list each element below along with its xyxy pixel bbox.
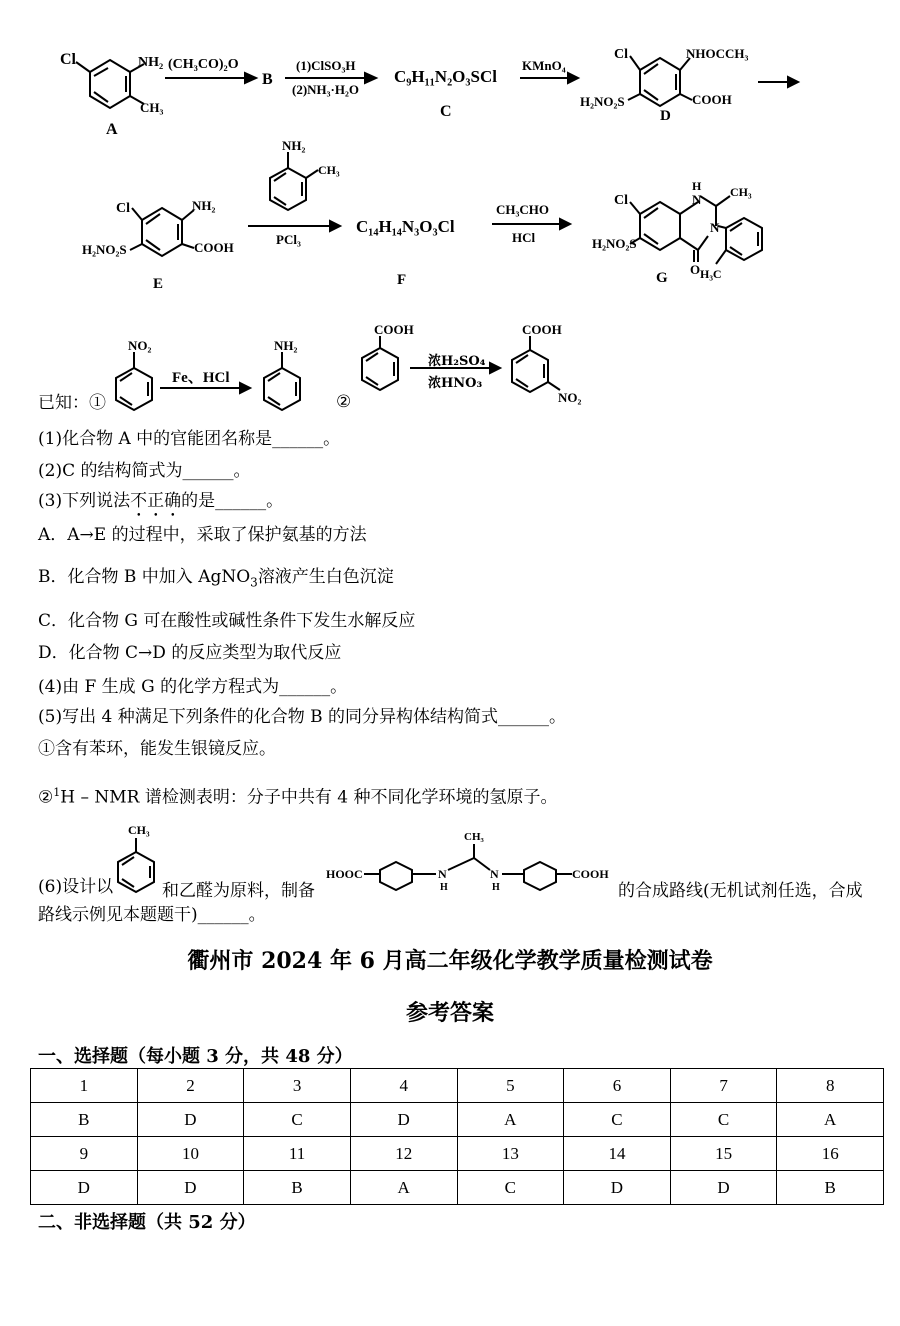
table-cell: A <box>350 1171 457 1205</box>
table-cell: 3 <box>244 1069 351 1103</box>
table-cell: 13 <box>457 1137 564 1171</box>
known2-cooh-product: COOH <box>522 322 562 337</box>
q6-mid: 和乙醛为原料，制备 <box>162 881 315 901</box>
section-1-heading: 一、选择题（每小题 3 分，共 48 分） <box>38 1046 353 1067</box>
table-cell: 10 <box>137 1137 244 1171</box>
reagent-f-g-1: CH₃CHO <box>496 202 550 217</box>
formula-f: C₁₄H₁₄N₃O₃Cl <box>356 217 455 236</box>
label-g: G <box>656 270 668 286</box>
table-cell: B <box>244 1171 351 1205</box>
option-b <box>38 566 394 593</box>
d-cl: Cl <box>614 47 628 62</box>
table-cell: 6 <box>564 1069 671 1103</box>
target-hooc: HOOC <box>326 867 363 881</box>
target-h2: H <box>492 882 500 893</box>
target-h1: H <box>440 882 448 893</box>
table-cell: 9 <box>31 1137 138 1171</box>
table-cell: 7 <box>670 1069 777 1103</box>
label-f: F <box>397 272 407 288</box>
formula-c: C₉H₁₁N₂O₃SCl <box>394 67 497 86</box>
option-d: D．化合物 C→D 的反应类型为取代反应 <box>38 643 342 663</box>
table-cell: D <box>137 1171 244 1205</box>
c2-sup: 1 <box>53 786 61 799</box>
known-num-2: ② <box>336 392 352 412</box>
option-a: A．A→E 的过程中，采取了保护氨基的方法 <box>38 525 367 545</box>
table-row <box>31 1103 884 1137</box>
table-cell: 15 <box>670 1137 777 1171</box>
question-4: (4)由 F 生成 G 的化学方程式为______。 <box>38 677 348 697</box>
q6-line2: 路线示例见本题题干)______。 <box>38 905 266 925</box>
answer-title: 衢州市 2024 年 6 月高二年级化学教学质量检测试卷 <box>187 948 713 974</box>
table-cell: 1 <box>31 1069 138 1103</box>
d-nhocch3: NHOCCH₃ <box>686 46 749 61</box>
table-cell: D <box>350 1103 457 1137</box>
question-5: (5)写出 4 种满足下列条件的化合物 B 的同分异构体结构简式______。 <box>38 707 567 727</box>
reagent-e-f: PCl₃ <box>276 232 301 247</box>
a-nh2: NH₂ <box>138 55 164 70</box>
table-cell: D <box>564 1171 671 1205</box>
optB-pre: B．化合物 B 中加入 AgNO <box>38 567 251 587</box>
o-toluidine-structure <box>270 138 340 210</box>
g-h: H <box>692 179 702 193</box>
c2-post: H – NMR 谱检测表明：分子中共有 4 种不同化学环境的氢原子。 <box>60 787 558 808</box>
known2-cooh: COOH <box>374 322 414 337</box>
table-cell: 12 <box>350 1137 457 1171</box>
q3-pre: (3)下列说法 <box>38 491 131 511</box>
g-n: N <box>710 220 720 235</box>
answer-subtitle: 参考答案 <box>405 1000 494 1026</box>
otol-nh2: NH₂ <box>282 138 306 153</box>
table-row <box>31 1137 884 1171</box>
reagent-b-c-2: (2)NH₃·H₂O <box>292 82 360 97</box>
g-cl: Cl <box>614 193 628 208</box>
compound-g-structure <box>592 179 762 286</box>
known-reaction-1 <box>116 338 300 410</box>
e-h2no2s: H₂NO₂S <box>82 242 127 257</box>
condition-2 <box>38 782 558 809</box>
label-e: E <box>153 276 164 292</box>
table-cell: B <box>31 1103 138 1137</box>
q6-post: 的合成路线(无机试剂任选，合成 <box>618 881 863 901</box>
known-no2: NO₂ <box>128 338 152 353</box>
target-cooh: COOH <box>572 867 609 881</box>
reagent-c-d: KMnO₄ <box>522 58 566 73</box>
table-cell: 5 <box>457 1069 564 1103</box>
reagent-a-b: (CH₃CO)₂O <box>168 57 239 72</box>
question-2: (2)C 的结构简式为______。 <box>38 461 251 481</box>
g-h2no2s: H₂NO₂S <box>592 236 637 251</box>
target-ch3: CH₃ <box>464 831 484 843</box>
toluene-ch3: CH₃ <box>128 823 150 837</box>
compound-e-structure <box>82 198 234 292</box>
table-row <box>31 1069 884 1103</box>
d-cooh: COOH <box>692 92 732 107</box>
label-a: A <box>106 121 118 138</box>
reagent-f-g-2: HCl <box>512 230 536 245</box>
target-n1: N <box>438 867 447 881</box>
table-cell: 4 <box>350 1069 457 1103</box>
otol-ch3: CH₃ <box>318 163 340 177</box>
table-cell: 8 <box>777 1069 884 1103</box>
table-cell: C <box>244 1103 351 1137</box>
known-nh2: NH₂ <box>274 338 298 353</box>
e-cooh: COOH <box>194 240 234 255</box>
known2-no2: NO₂ <box>558 390 582 405</box>
known-r2-1: 浓H₂SO₄ <box>428 354 486 369</box>
g-o: O <box>690 262 701 277</box>
table-row <box>31 1171 884 1205</box>
table-cell: C <box>670 1103 777 1137</box>
condition-1: ①含有苯环，能发生银镜反应。 <box>38 739 276 759</box>
option-c: C．化合物 G 可在酸性或碱性条件下发生水解反应 <box>38 611 416 631</box>
q6-target-structure <box>326 826 616 896</box>
compound-a-structure <box>60 51 164 138</box>
optB-post: 溶液产生白色沉淀 <box>257 567 394 587</box>
table-cell: 14 <box>564 1137 671 1171</box>
q6-pre: (6)设计以 <box>38 877 114 897</box>
q6-toluene-structure <box>112 818 162 898</box>
c2-pre: ② <box>38 787 54 808</box>
table-cell: A <box>777 1103 884 1137</box>
table-cell: C <box>564 1103 671 1137</box>
table-cell: 16 <box>777 1137 884 1171</box>
label-d: D <box>660 108 671 124</box>
table-cell: D <box>137 1103 244 1137</box>
question-1: (1)化合物 A 中的官能团名称是______。 <box>38 429 341 449</box>
known-prefix: 已知：① <box>38 393 106 413</box>
table-cell: C <box>457 1171 564 1205</box>
answer-table <box>30 1068 884 1205</box>
e-cl: Cl <box>116 201 130 216</box>
question-3 <box>38 490 283 521</box>
a-ch3: CH₃ <box>140 100 164 115</box>
table-cell: 11 <box>244 1137 351 1171</box>
known-r1: Fe、HCl <box>172 370 230 386</box>
d-h2no2s: H₂NO₂S <box>580 94 625 109</box>
label-b: B <box>262 71 273 88</box>
known-r2-2: 浓HNO₃ <box>428 376 483 391</box>
g-ch3: CH₃ <box>730 185 752 199</box>
compound-d-structure <box>580 46 749 124</box>
optB-sub: 3 <box>250 575 258 590</box>
g-nh: N <box>692 192 702 207</box>
target-n2: N <box>490 867 499 881</box>
e-nh2: NH₂ <box>192 198 216 213</box>
section-2-heading: 二、非选择题（共 52 分） <box>38 1212 256 1233</box>
a-cl: Cl <box>60 51 76 68</box>
q3-dot: 不正确 <box>130 491 182 511</box>
g-h3c: H₃C <box>700 267 722 281</box>
label-c: C <box>440 103 452 120</box>
table-cell: 2 <box>137 1069 244 1103</box>
table-cell: D <box>670 1171 777 1205</box>
q3-post: 的是______。 <box>181 491 284 511</box>
table-cell: B <box>777 1171 884 1205</box>
table-cell: A <box>457 1103 564 1137</box>
reagent-b-c-1: (1)ClSO₃H <box>296 58 356 73</box>
table-cell: D <box>31 1171 138 1205</box>
